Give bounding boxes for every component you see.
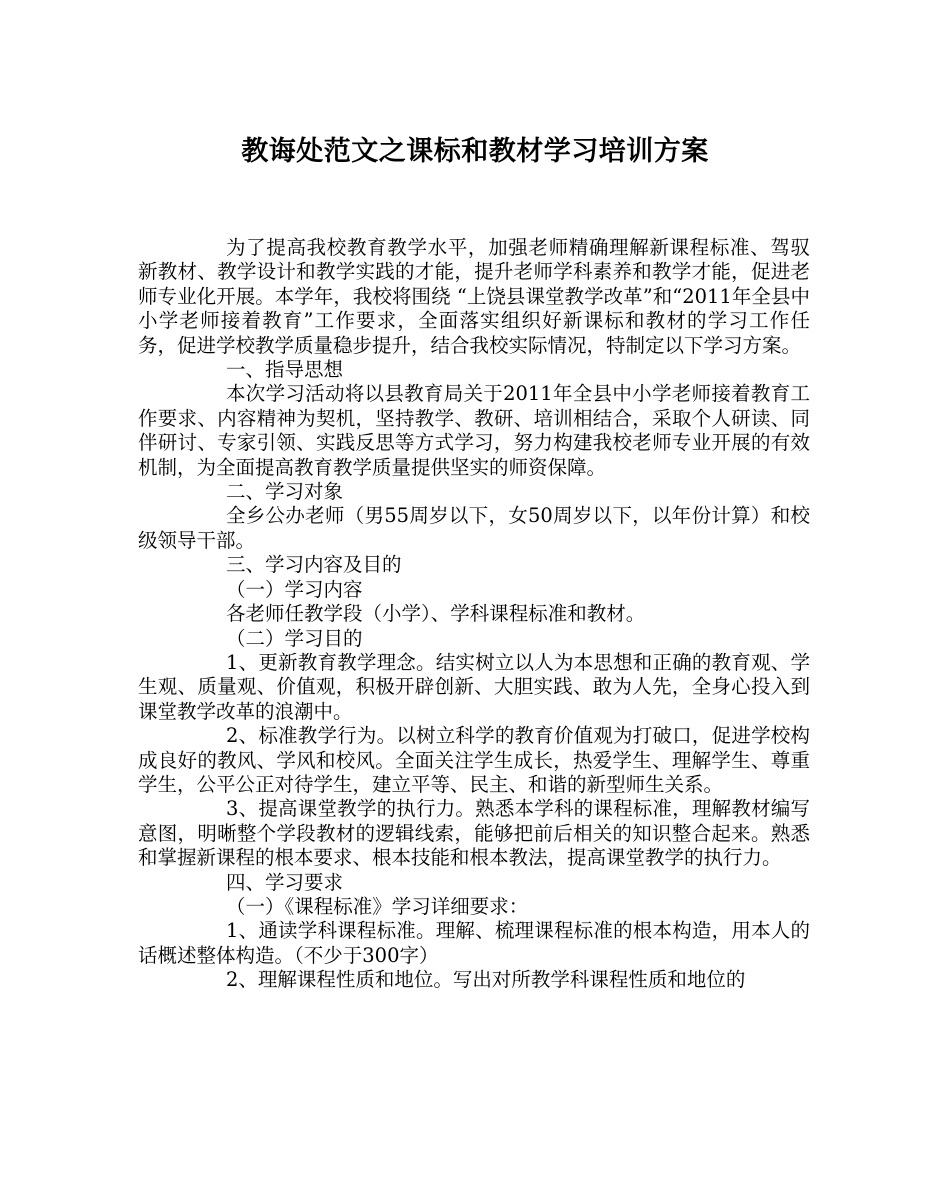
subheading-learning-purpose: （二）学习目的 bbox=[226, 626, 363, 650]
document-body bbox=[138, 236, 810, 993]
document-title: 教诲处范文之课标和教材学习培训方案 bbox=[241, 136, 709, 167]
subheading-curriculum-standards: （一）《课程标准》学习详细要求： bbox=[226, 894, 529, 918]
paragraph-learning-content: 各老师任教学段（小学）、学科课程标准和教材。 bbox=[226, 602, 646, 626]
heading-content-and-purpose: 三、学习内容及目的 bbox=[226, 553, 402, 577]
paragraph-purpose-2: 2、标准教学行为。以树立科学的教育价值观为打破口，促进学校构成良好的教风、学风和校风。全面关注学生成长，热爱学生、理解学生、尊重学生，公平公正对待学生，建立平等、民主、和谐的新型师生关系。 bbox=[138, 724, 810, 796]
paragraph-requirement-1: 1、通读学科课程标准。理解、梳理课程标准的根本构造，用本人的话概述整体构造。（不少于300字） bbox=[138, 919, 810, 967]
heading-guiding-ideology: 一、指导思想 bbox=[226, 358, 344, 382]
subheading-learning-content: （一）学习内容 bbox=[226, 577, 363, 601]
paragraph-purpose-3: 3、提高课堂教学的执行力。熟悉本学科的课程标准，理解教材编写意图，明晰整个学段教材的逻辑线索，能够把前后相关的知识整合起来。熟悉和掌握新课程的根本要求、根本技能和根本教法，提高课堂教学的执行力。 bbox=[138, 797, 810, 870]
paragraph-guiding-ideology: 本次学习活动将以县教育局关于2011年全县中小学老师接着教育工作要求、内容精神为契机，坚持教学、教研、培训相结合，采取个人研读、同伴研讨、专家引领、实践反思等方式学习，努力构建我校老师专业开展的有效机制，为全面提高教育教学质量提供坚实的师资保障。 bbox=[138, 382, 810, 479]
heading-learning-targets: 二、学习对象 bbox=[226, 480, 344, 504]
paragraph-learning-targets: 全乡公办老师（男55周岁以下，女50周岁以下，以年份计算）和校级领导干部。 bbox=[138, 504, 810, 552]
paragraph-intro: 为了提高我校教育教学水平，加强老师精确理解新课程标准、驾驭新教材、教学设计和教学实践的才能，提升老师学科素养和教学才能，促进老师专业化开展。本学年，我校将围绕 “上饶县课堂教学改革”和“2011年全县中小学老师接着教育”工作要求，全面落实组织好新课标和教材的学习工作任务，促进学校教学质量稳步提升，结合我校实际情况，特制定以下学习方案。 bbox=[138, 236, 810, 357]
paragraph-requirement-2: 2、理解课程性质和地位。写出对所教学科课程性质和地位的 bbox=[226, 968, 746, 992]
heading-learning-requirements: 四、学习要求 bbox=[226, 870, 344, 894]
paragraph-purpose-1: 1、更新教育教学理念。结实树立以人为本思想和正确的教育观、学生观、质量观、价值观，积极开辟创新、大胆实践、敢为人先，全身心投入到课堂教学改革的浪潮中。 bbox=[138, 650, 810, 723]
